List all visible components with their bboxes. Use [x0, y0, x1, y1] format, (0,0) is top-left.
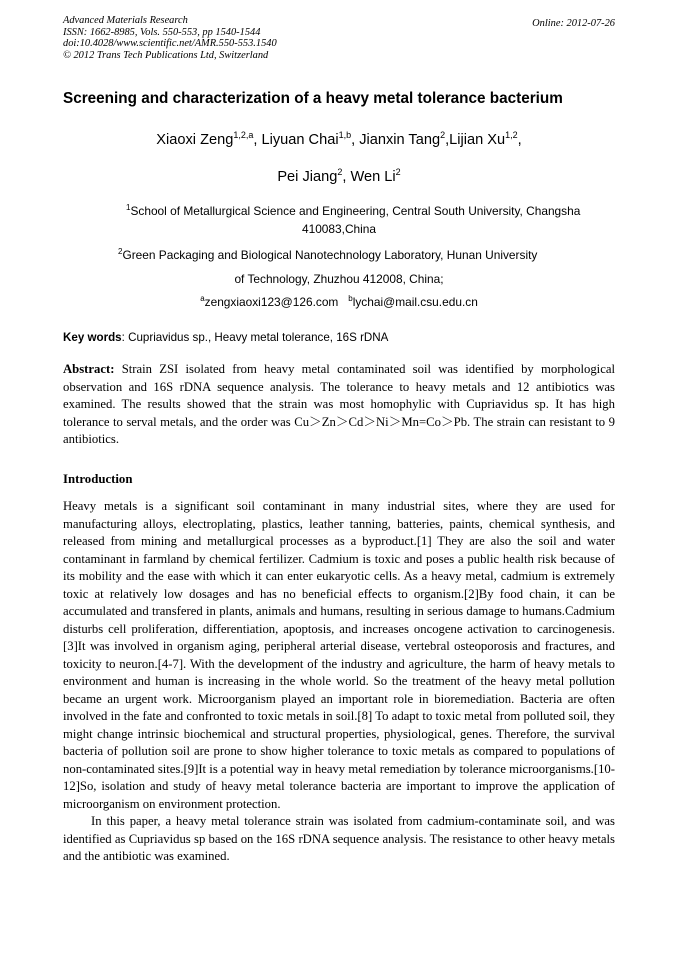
keywords	[63, 331, 388, 344]
author-sup: 1,2	[505, 130, 518, 140]
keywords-label: Key words	[63, 331, 122, 344]
paragraph: Heavy metals is a significant soil contaminant in many industrial sites, where they are used for manufacturing alloys, electroplating, plastics, leather tanning, batteries, paints, chemical synthesis, and released from mining and metallurgical processes as a byproduct.[1] They are also the soil and water contaminant in farmland by chemical fertilizer. Cadmium is toxic and poses a public health risk because of its mobility and the ease with which it can enter eukaryotic cells. As a heavy metal, cadmium is extremely toxic at relatively low dosages and has no beneficial effects to organism.[2]By food chain, it can be accumulated and transfered in plants, animals and humans, resulting in serious damage to humans.Cadmium disturbs cell proliferation, differentiation, apoptosis, and increases oncogene activation to carcinogenesis.[3]It was involved in organism aging, peripheral arterial disease, vertebral osteoporosis and fractures, and toxicity to neuron.[4-7]. With the development of the industry and agriculture, the harm of heavy metals to environment and human is increasing in the whole world. So the treatment of the heavy metal pollution became an urgent work. Microorganism played an important role in bioremediation. Bacteria are often involved in the fate and confronted to toxic metals in soil.[8] To adapt to toxic metal from polluted soil, they might change intrinsic biochemical and structural properties, physiological, genes. Therefore, the survival bacteria of pollution soil are prone to show higher tolerance to toxic metals as compared to populations of non-contaminated sites.[9]It is a potential way in heavy metal remediation by tolerance microorganisms.[10-12]So, isolation and study of heavy metal tolerance bacteria are important to improve the application of microorganism on environment protection.	[63, 499, 615, 811]
author-sup: 2	[337, 167, 343, 177]
email-b: lychai@mail.csu.edu.cn	[352, 295, 478, 309]
affiliation-sup: 2	[118, 247, 123, 256]
affiliation-1	[126, 204, 580, 218]
abstract-label: Abstract:	[63, 362, 115, 376]
email-line	[0, 295, 678, 309]
affiliation-2	[118, 248, 537, 262]
affiliation-sup: 1	[126, 203, 131, 212]
journal-name: Advanced Materials Research	[63, 15, 188, 26]
introduction-body	[63, 498, 615, 866]
keywords-text: : Cupriavidus sp., Heavy metal tolerance, 16S rDNA	[121, 331, 389, 344]
paragraph: In this paper, a heavy metal tolerance strain was isolated from cadmium-contaminate soil, and was identified as Cupriavidus sp based on the 16S rDNA sequence analysis. The resistance to other heavy metals and the antibiotic was examined.	[63, 814, 615, 863]
journal-doi: doi:10.4028/www.scientific.net/AMR.550-553.1540	[63, 38, 277, 50]
author-name: Pei Jiang	[277, 169, 338, 185]
journal-header	[63, 15, 277, 61]
author-sup: 1,2,a	[233, 130, 254, 140]
email-sup: a	[200, 294, 205, 303]
author-name: ,Lijian Xu	[445, 132, 506, 148]
author-name: , Jianxin Tang	[351, 132, 441, 148]
author-separator: ,	[517, 132, 522, 148]
author-name: , Liyuan Chai	[253, 132, 339, 148]
affiliation-text: School of Metallurgical Science and Engineering, Central South University, Changsha	[130, 204, 581, 218]
author-sup: 2	[440, 130, 446, 140]
author-line-2	[0, 169, 678, 185]
author-sup: 2	[395, 167, 401, 177]
affiliation-text: Green Packaging and Biological Nanotechnology Laboratory, Hunan University	[122, 248, 538, 262]
author-name: , Wen Li	[342, 169, 396, 185]
journal-issn: ISSN: 1662-8985, Vols. 550-553, pp 1540-1544	[63, 26, 261, 38]
online-date: Online: 2012-07-26	[532, 18, 615, 29]
paper-title: Screening and characterization of a heavy metal tolerance bacterium	[63, 90, 563, 107]
email-a: zengxiaoxi123@126.com	[204, 295, 339, 309]
author-sup: 1,b	[338, 130, 352, 140]
abstract	[63, 361, 615, 449]
author-line-1	[0, 132, 678, 148]
affiliation-2-cont: of Technology, Zhuzhou 412008, China;	[234, 272, 444, 286]
journal-copyright: © 2012 Trans Tech Publications Ltd, Switzerland	[63, 49, 269, 61]
author-name: Xiaoxi Zeng	[156, 132, 234, 148]
affiliation-1-cont: 410083,China	[301, 222, 377, 236]
section-heading-introduction: Introduction	[63, 472, 133, 486]
email-sup: b	[348, 294, 353, 303]
abstract-text: Strain ZSI isolated from heavy metal contaminated soil was identified by morphological observation and 16S rDNA sequence analysis. The tolerance to heavy metals and 12 antibiotics was examined. The results showed that the strain was most homophylic with Cupriavidus sp. It has high tolerance to serval metals, and the order was Cu＞Zn＞Cd＞Ni＞Mn=Co＞Pb. The strain can resistant to 9 antibiotics.	[63, 362, 615, 446]
